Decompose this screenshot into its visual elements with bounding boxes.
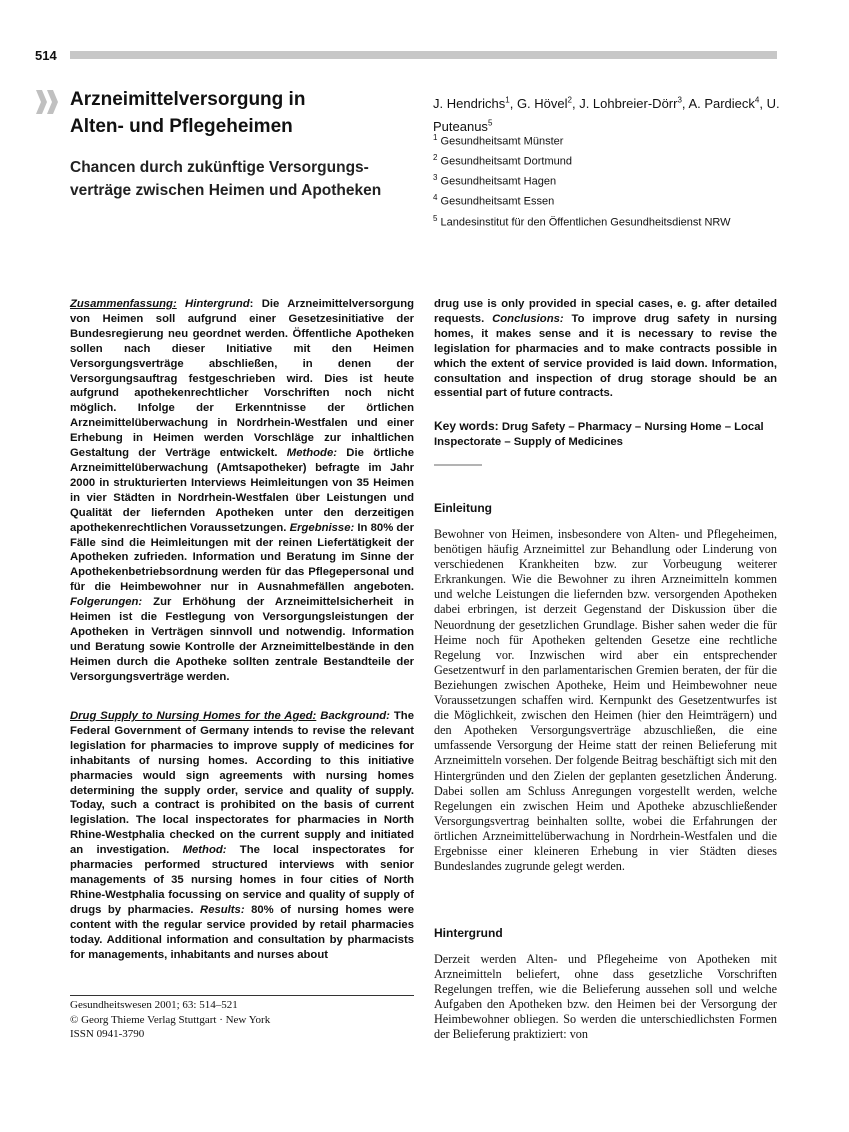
affiliation: $^1$ Gesundheitsamt Münster xyxy=(433,133,564,148)
article-subtitle xyxy=(70,156,430,202)
author-list xyxy=(433,91,783,136)
author: U. Puteanus$^5$ xyxy=(433,96,780,134)
footer xyxy=(70,998,414,1042)
subtitle-line-2: verträge zwischen Heimen und Apotheken xyxy=(70,182,382,199)
affiliation-list xyxy=(433,130,793,231)
abstract-label: Zusammenfassung: xyxy=(70,298,177,310)
citation: Gesundheitswesen 2001; 63: 514–521 xyxy=(70,999,238,1011)
header-bar xyxy=(70,51,777,59)
affiliation: $^3$ Gesundheitsamt Hagen xyxy=(433,173,557,188)
author: A. Pardieck$^4$, xyxy=(688,96,767,112)
abstract-german: Zusammenfassung: Hintergrund: Die Arzneimittelversorgung von Heimen soll aufgrund einer Gesetzesinitiative der Bundesregierung neu geordnet werden. Öffentliche Apotheken sollen nach dieser Initiative mit den Heimen Versorgungsverträge abschließen, in denen der Versorgungsauftrag festgeschrieben wird. Dies ist heute aufgrund apothekenrechtlicher Vorschriften noch nicht möglich. Infolge der Erkenntnisse der örtlichen Arzneimittelüberwachung in Nordrhein-Westfalen und einer Erhebung in Heimen werden Vorschläge zur inhaltlichen Gestaltung der Verträge entwickelt. Methode: Die örtliche Arzneimittelüberwachung (Amtsapotheker) befragte im Jahr 2000 in strukturierten Interviews Heimleitungen von 35 Heimen in vier Städten in Nordrhein-Westfalen über Leistungen und Qualität der liefernden Apotheken unter den derzeitigen apothekenrechtlichen Voraussetzungen. Ergebnisse: In 80% der Fälle sind die Heimleitungen mit der reinen Liefertätigkeit der Apotheken zufrieden. Information und Beratung im Sinne der Apothekenbetriebsordnung werden für das Pflegepersonal und für die Heimbewohner nur in Ausnahmefällen angeboten. Folgerungen: Zur Erhöhung der Arzneimittelsicherheit in Heimen ist die Festlegung von Versorgungsleistungen der Apotheken in Verträgen sinnvoll und notwendig. Information und Beratung sowie Kontrolle der Arzneimittelbestände in den Heimen durch die Apotheke sollten zentrale Bestandteile der Versorgungsverträge werden. xyxy=(70,298,415,683)
section-divider xyxy=(434,464,482,466)
abstract-english-continued: drug use is only provided in special cases, e. g. after detailed requests. Conclusions: To improve drug safety in nursing homes, it makes sense and it is necessary to revise the legislation for pharmacies and to make contracts possible in which the extent of service provided is laid down. Information, consultation and inspection of drug storage should be an essential part of future contracts. xyxy=(434,298,777,400)
issn: ISSN 0941-3790 xyxy=(70,1028,145,1041)
keywords-label: Key words: xyxy=(434,419,499,433)
abstract-label: Drug Supply to Nursing Homes for the Aged: xyxy=(70,710,317,722)
title-line-1: Arzneimittelversorgung in xyxy=(70,89,306,110)
subtitle-line-1: Chancen durch zukünftige Versorgungs- xyxy=(70,159,369,176)
affiliation: $^5$ Landesinstitut für den Öffentlichen Gesundheitsdienst NRW xyxy=(433,213,731,229)
body-paragraph-einleitung: Bewohner von Heimen, insbesondere von Alten- und Pflegeheimen, benötigen häufig Arzneimittel zur Behandlung oder Linderung von verschiedenen Krankheiten bzw. zur Vorbeugung weiterer Erkrankungen. Wie die Bewohner zu ihren Arzneimitteln kommen und welche Leistungen die liefernden bzw. versorgenden Apotheken dabei erbringen, ist derzeit Gegenstand der Diskussion über die Neuordnung der gesetzlichen Grundlage. Bisher sahen weder die für Heime noch für Apotheken geltenden Gesetze eine rechtliche Regelung vor. Inzwischen wird aber ein entsprechender Gesetzentwurf in den parlamentarischen Gremien beraten, der für die Beziehungen zwischen Apotheke, Heim und Heimbewohner neue Voraussetzungen schaffen wird. Kernpunkt des Gesetzentwurfes ist die Möglichkeit, zwischen den Heimen (hier den Heimträgern) und den Apotheken Versorgungsverträge abzuschließen, die eine umfassende Versorgung der Heime statt der reinen Belieferung mit Arzneimitteln vorsehen. Der folgende Beitrag beschäftigt sich mit den Hintergründen und den Zielen der geplanten gesetzlichen Änderung. Dabei sollen am Schluss Anregungen vorgestellt werden, welche Regelungen ein zwischen Heim und Apotheke abzuschließender Versorgungsvertrag beinhalten sollte, wobei die Erfahrungen der örtlichen Arzneimittelüberwachung in Nordrhein-Westfalen und die Ergebnisse einer kleineren Erhebung in vier Städten dieses Bundeslandes zugrunde gelegt werden. xyxy=(434,527,777,874)
author: J. Lohbreier-Dörr$^3$, xyxy=(579,96,689,112)
author: J. Hendrichs$^1$, xyxy=(433,96,517,112)
page-number: 514 xyxy=(35,48,57,63)
title-line-2: Alten- und Pflegeheimen xyxy=(70,116,293,137)
affiliation: $^4$ Gesundheitsamt Essen xyxy=(433,193,555,209)
author: G. Hövel$^2$, xyxy=(516,96,580,112)
double-chevron-icon xyxy=(36,90,60,114)
keywords: Key words: Drug Safety – Pharmacy – Nursing Home – Local Inspectorate – Supply of Medicines xyxy=(434,419,764,448)
body-paragraph-hintergrund: Derzeit werden Alten- und Pflegeheime von Apotheken mit Arzneimitteln beliefert, ohne dass gesetzliche Vorschriften Regelungen treffen, wie die Belieferung aussehen soll und welche Aufgaben den Apotheken bzw. den Heimen bei der Versorgung der Heimbewohner obliegen. So werden die unterschiedlichsten Formen der Belieferung praktiziert: von xyxy=(434,952,777,1042)
abstract-english: Drug Supply to Nursing Homes for the Aged: Background: The Federal Government of Germany intends to revise the relevant legislation for pharmacies to improve supply of medicines for inhabitants of nursing homes. According to this initiative pharmacies would sign agreements with nursing homes determining the supply order, service and quality of supply. Today, such a contract is prohibited on the basis of current legislation. The local inspectorates for pharmacies in North Rhine-Westphalia checked on the current supply and initiated an investigation. Method: The local inspectorates for pharmacies performed structured interviews with senior managements of 35 nursing homes in four cities of North Rhine-Westphalia focussing on service and quality of supply of drugs by pharmacies. Results: 80% of nursing homes were content with the regular service provided by retail pharmacies today. Additional information and consultation by pharmacists for managements, inhabitants and nurses about xyxy=(70,710,415,961)
publisher: © Georg Thieme Verlag Stuttgart · New York xyxy=(70,1013,271,1026)
section-heading-einleitung: Einleitung xyxy=(434,501,492,515)
article-title xyxy=(70,86,390,140)
footer-rule xyxy=(70,995,414,996)
section-heading-hintergrund: Hintergrund xyxy=(434,926,503,940)
affiliation: $^2$ Gesundheitsamt Dortmund xyxy=(433,153,572,168)
